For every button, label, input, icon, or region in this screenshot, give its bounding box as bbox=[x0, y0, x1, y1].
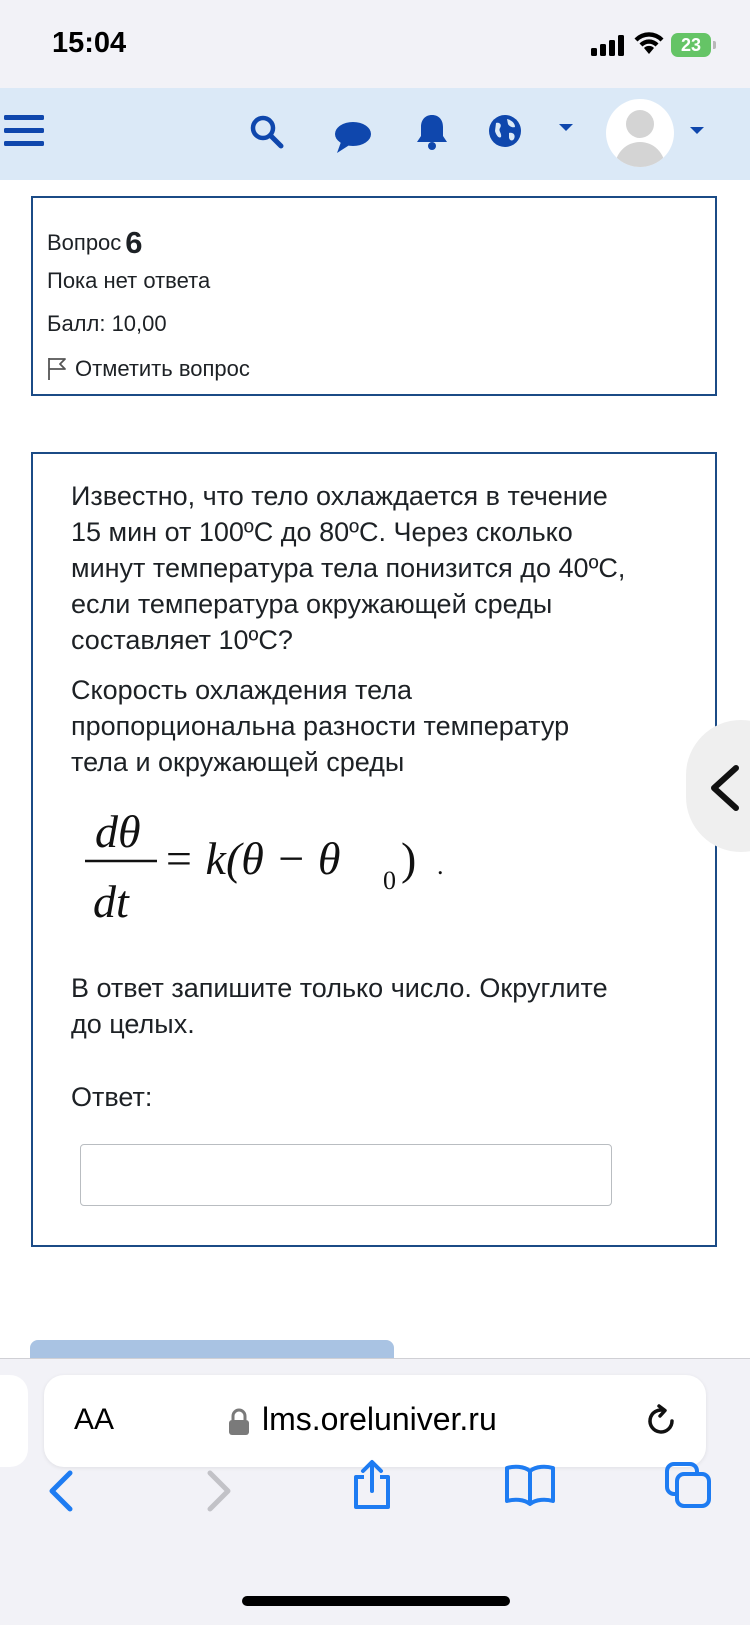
battery-icon bbox=[671, 33, 717, 57]
formula-rhs: = k(θ − θ bbox=[163, 833, 341, 884]
previous-tab-peek[interactable] bbox=[0, 1375, 28, 1467]
question-instruction: В ответ запишите только число. Округлите до целых. bbox=[71, 973, 608, 1039]
chat-icon[interactable] bbox=[333, 119, 373, 155]
url-text[interactable]: lms.oreluniver.ru bbox=[262, 1401, 497, 1437]
wifi-icon bbox=[633, 30, 665, 56]
user-menu-caret-icon[interactable] bbox=[690, 127, 704, 134]
cooling-formula bbox=[83, 799, 503, 929]
battery-level: 23 bbox=[671, 33, 711, 57]
formula-subscript: 0 bbox=[383, 866, 396, 895]
formula-numerator: dθ bbox=[95, 806, 141, 857]
top-navbar bbox=[0, 88, 750, 180]
question-info-card bbox=[31, 196, 717, 396]
question-content-card bbox=[31, 452, 717, 1247]
menu-icon[interactable] bbox=[4, 113, 44, 149]
flag-question-label: Отметить вопрос bbox=[75, 356, 250, 381]
formula-denominator: dt bbox=[93, 876, 129, 927]
language-dropdown-caret-icon[interactable] bbox=[559, 124, 573, 131]
question-hint: Скорость охлаждения тела пропорциональна разности температур тела и окружающей среды bbox=[71, 675, 570, 777]
question-text: Известно, что тело охлаждается в течение 15 мин от 100ºC до 80ºC. Через сколько минут температура тела понизится до 40ºC, если температура окружающей среды составляет 10ºC? bbox=[71, 481, 626, 655]
forward-icon[interactable] bbox=[202, 1469, 236, 1513]
chevron-left-icon bbox=[708, 764, 742, 812]
globe-icon[interactable] bbox=[487, 113, 523, 149]
text-size-button[interactable]: AA bbox=[74, 1403, 115, 1436]
tabs-icon[interactable] bbox=[664, 1461, 712, 1509]
user-avatar[interactable] bbox=[606, 99, 674, 167]
back-icon[interactable] bbox=[44, 1469, 78, 1513]
formula-close-paren: ) bbox=[401, 833, 417, 884]
flag-icon bbox=[47, 357, 67, 381]
question-number-label: Вопрос 6 bbox=[47, 225, 143, 260]
cellular-signal-icon bbox=[591, 34, 627, 56]
browser-toolbar bbox=[0, 1358, 750, 1625]
flag-question-link[interactable] bbox=[47, 356, 250, 382]
reload-icon[interactable] bbox=[644, 1404, 678, 1438]
search-icon[interactable] bbox=[250, 115, 284, 149]
formula-trailing-dot: . bbox=[437, 851, 444, 880]
status-time: 15:04 bbox=[52, 27, 127, 59]
question-number: 6 bbox=[125, 225, 143, 260]
answer-input[interactable] bbox=[80, 1144, 612, 1206]
bookmarks-icon[interactable] bbox=[504, 1463, 556, 1507]
bell-icon[interactable] bbox=[414, 112, 450, 152]
question-state: Пока нет ответа bbox=[47, 268, 211, 293]
share-icon[interactable] bbox=[350, 1459, 394, 1511]
lock-icon bbox=[228, 1408, 250, 1436]
status-bar bbox=[0, 0, 750, 88]
question-grade: Балл: 10,00 bbox=[47, 311, 167, 336]
address-bar[interactable] bbox=[44, 1375, 706, 1467]
home-indicator bbox=[242, 1596, 510, 1606]
answer-label: Ответ: bbox=[71, 1082, 153, 1112]
